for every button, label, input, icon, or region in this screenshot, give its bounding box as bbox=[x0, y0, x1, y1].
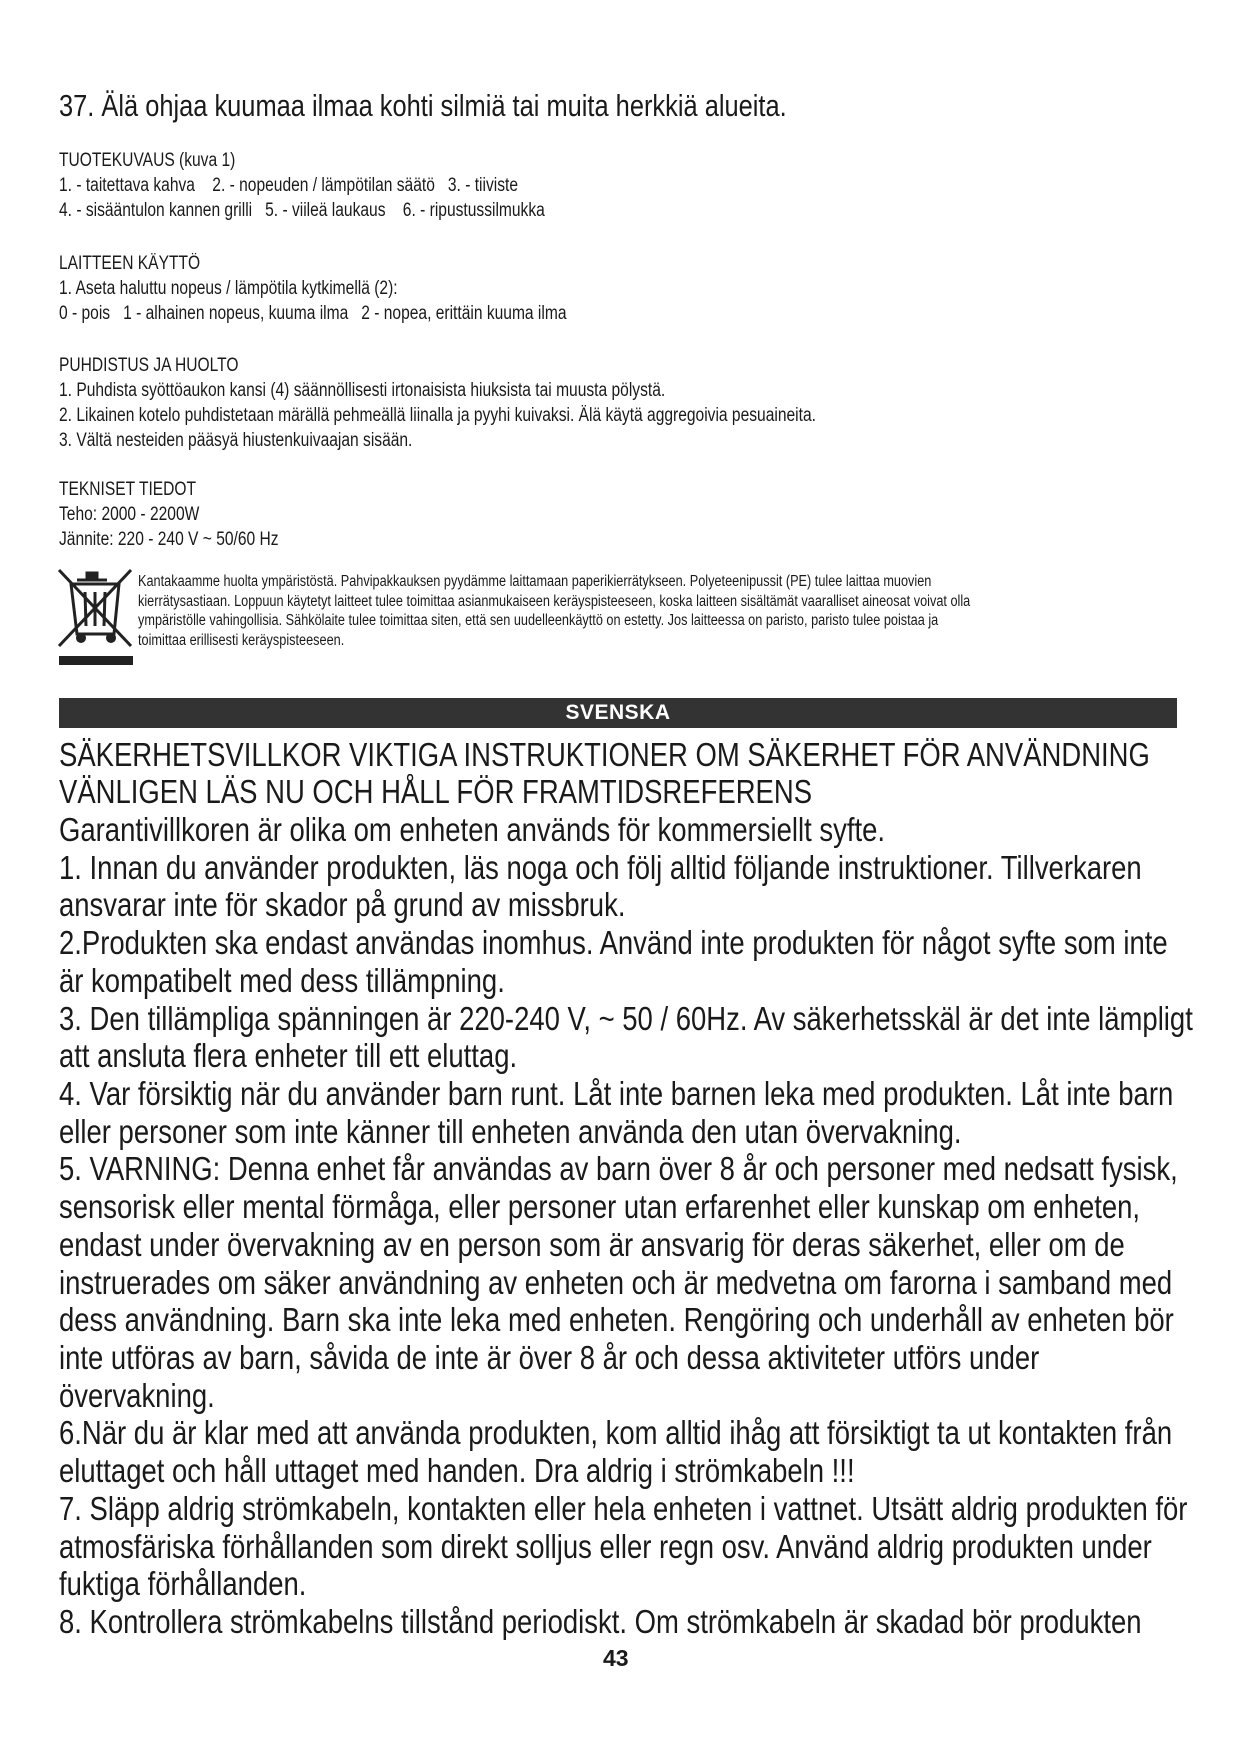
sv-text-line: Garantivillkoren är olika om enheten används för kommersiellt syfte. bbox=[59, 812, 885, 849]
sv-text-line: dess användning. Barn ska inte leka med enheten. Rengöring och underhåll av enheten bör bbox=[59, 1302, 1174, 1339]
sv-text-line: 5. VARNING: Denna enhet får användas av barn över 8 år och personer med nedsatt fysisk, bbox=[59, 1151, 1178, 1188]
sv-safety-heading: SÄKERHETSVILLKOR VIKTIGA INSTRUKTIONER OM SÄKERHET FÖR ANVÄNDNING bbox=[59, 737, 1150, 774]
sv-text-line: 2.Produkten ska endast användas inomhus. Använd inte produkten för något syfte som inte bbox=[59, 925, 1168, 962]
fi-environment-line: Kantakaamme huolta ympäristöstä. Pahvipakkauksen pyydämme laittamaan paperikierrätykseen. Polyeteenipussit (PE) tulee laittaa muovien bbox=[138, 573, 932, 590]
fi-environment-line: toimittaa erillisesti keräyspisteeseen. bbox=[138, 631, 345, 649]
fi-cleaning-line: 3. Vältä nesteiden pääsyä hiustenkuivaajan sisään. bbox=[59, 430, 413, 451]
sv-text-line: 7. Släpp aldrig strömkabeln, kontakten eller hela enheten i vattnet. Utsätt aldrig produkten för bbox=[59, 1491, 1188, 1528]
sv-text-line: atmosfäriska förhållanden som direkt solljus eller regn osv. Använd aldrig produkten under bbox=[59, 1529, 1152, 1566]
sv-text-line: 1. Innan du använder produkten, läs noga och följ alltid följande instruktioner. Tillverkaren bbox=[59, 850, 1142, 887]
fi-technical-title: TEKNISET TIEDOT bbox=[59, 479, 197, 500]
sv-text-line: att ansluta flera enheter till ett eluttag. bbox=[59, 1038, 518, 1075]
fi-product-description-line: 1. - taitettava kahva 2. - nopeuden / lämpötilan säätö 3. - tiiviste bbox=[59, 175, 518, 196]
fi-cleaning-line: 1. Puhdista syöttöaukon kansi (4) säännöllisesti irtonaisista hiuksista tai muusta pölystä. bbox=[59, 380, 666, 401]
fi-usage-title: LAITTEEN KÄYTTÖ bbox=[59, 253, 201, 274]
crossed-out-wheelie-bin-icon bbox=[57, 568, 135, 666]
fi-cleaning-title: PUHDISTUS JA HUOLTO bbox=[59, 355, 239, 376]
sv-text-line: 8. Kontrollera strömkabelns tillstånd periodiskt. Om strömkabeln är skadad bör produkten bbox=[59, 1604, 1142, 1641]
sv-text-line: instruerades om säker användning av enheten och är medvetna om farorna i samband med bbox=[59, 1265, 1173, 1302]
sv-text-line: övervakning. bbox=[59, 1378, 215, 1415]
fi-item-37: 37. Älä ohjaa kuumaa ilmaa kohti silmiä tai muita herkkiä alueita. bbox=[59, 88, 787, 123]
sv-text-line: är kompatibelt med dess tillämpning. bbox=[59, 963, 505, 1000]
sv-text-line: 3. Den tillämpliga spänningen är 220-240 V, ~ 50 / 60Hz. Av säkerhetsskäl är det inte lämpligt bbox=[59, 1001, 1193, 1038]
sv-text-line: 6.När du är klar med att använda produkten, kom alltid ihåg att försiktigt ta ut kontakten från bbox=[59, 1415, 1173, 1452]
fi-technical-line: Jännite: 220 - 240 V ~ 50/60 Hz bbox=[59, 529, 279, 550]
sv-text-line: fuktiga förhållanden. bbox=[59, 1566, 307, 1603]
sv-text-line: endast under övervakning av en person som är ansvarig för deras säkerhet, eller om de bbox=[59, 1227, 1125, 1264]
fi-cleaning-line: 2. Likainen kotelo puhdistetaan märällä pehmeällä liinalla ja pyyhi kuivaksi. Älä käytä aggregoivia pesuaineita. bbox=[59, 405, 816, 426]
fi-usage-line: 0 - pois 1 - alhainen nopeus, kuuma ilma 2 - nopea, erittäin kuuma ilma bbox=[59, 303, 567, 324]
sv-text-line: eluttaget och håll uttaget med handen. Dra aldrig i strömkabeln !!! bbox=[59, 1453, 855, 1490]
fi-environment-line: ympäristölle vahingollisia. Sähkölaite tulee toimittaa siten, että sen uudelleenkäyttö on estetty. Jos laitteessa on paristo, paristo tulee poistaa ja bbox=[138, 612, 939, 629]
fi-environment-line: kierrätysastiaan. Loppuun käytetyt laitteet tulee toimittaa asianmukaiseen keräyspisteeseen, koska laitteen sisältämät vaaralliset aineosat voivat olla bbox=[138, 592, 971, 610]
fi-usage-line: 1. Aseta haluttu nopeus / lämpötila kytkimellä (2): bbox=[59, 278, 398, 299]
fi-product-description-title: TUOTEKUVAUS (kuva 1) bbox=[59, 150, 236, 171]
page-number: 43 bbox=[603, 1645, 629, 1671]
sv-safety-heading: VÄNLIGEN LÄS NU OCH HÅLL FÖR FRAMTIDSREFERENS bbox=[59, 774, 813, 811]
sv-text-line: 4. Var försiktig när du använder barn runt. Låt inte barnen leka med produkten. Låt inte barn bbox=[59, 1076, 1174, 1113]
fi-technical-line: Teho: 2000 - 2200W bbox=[59, 504, 200, 525]
sv-text-line: sensorisk eller mental förmåga, eller personer utan erfarenhet eller kunskap om enheten, bbox=[59, 1189, 1141, 1226]
sv-text-line: inte utföras av barn, såvida de inte är över 8 år och dessa aktiviteter utförs under bbox=[59, 1340, 1040, 1377]
fi-product-description-line: 4. - sisääntulon kannen grilli 5. - viileä laukaus 6. - ripustussilmukka bbox=[59, 200, 545, 221]
sv-text-line: eller personer som inte känner till enheten använda den utan övervakning. bbox=[59, 1114, 962, 1151]
section-header-svenska: SVENSKA bbox=[59, 698, 1177, 728]
sv-text-line: ansvarar inte för skador på grund av missbruk. bbox=[59, 887, 626, 924]
